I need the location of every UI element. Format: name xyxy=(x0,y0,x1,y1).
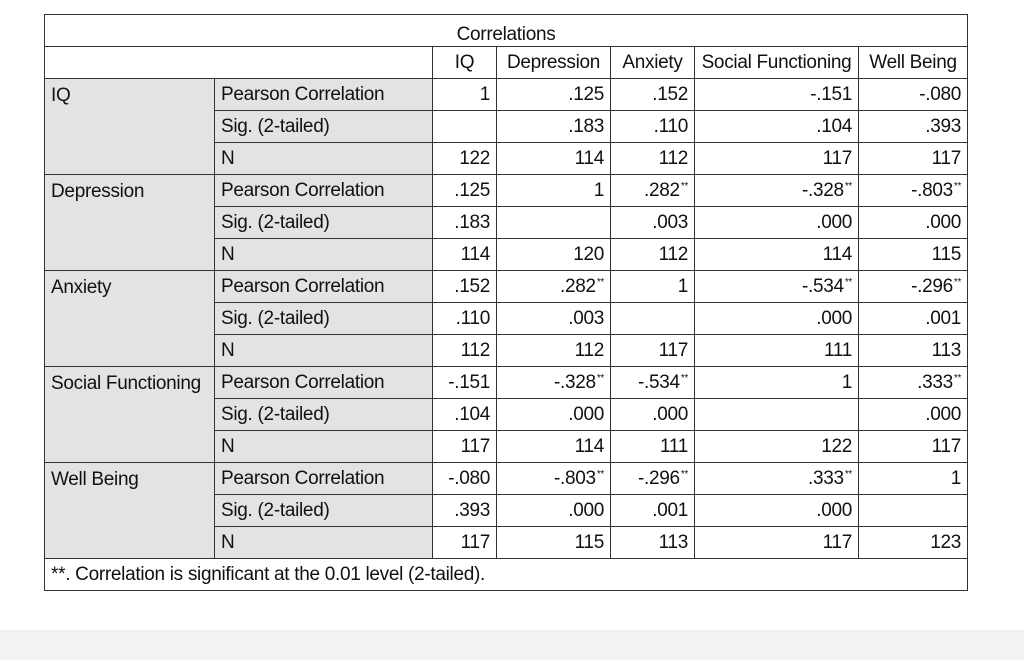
significance-marker: ** xyxy=(596,276,604,288)
column-header: Anxiety xyxy=(611,47,695,79)
cell-value: .000 xyxy=(568,403,604,425)
table-cell xyxy=(611,335,695,367)
cell-value: .110 xyxy=(653,115,688,137)
table-cell xyxy=(497,527,611,559)
table-cell xyxy=(497,335,611,367)
cell-value: .152 xyxy=(454,275,490,297)
cell-value: 1 xyxy=(479,83,490,105)
cell-value: .104 xyxy=(454,403,490,425)
cell-value: 112 xyxy=(658,147,688,169)
table-cell xyxy=(859,239,968,271)
table-cell xyxy=(433,495,497,527)
cell-value: .333 xyxy=(808,467,844,489)
cell-value: 123 xyxy=(930,531,962,553)
cell-value: .000 xyxy=(652,403,688,425)
cell-value: .000 xyxy=(816,211,852,233)
table-cell xyxy=(497,79,611,111)
cell-value: -.803 xyxy=(911,179,953,201)
row-variable-label: Depression xyxy=(45,175,215,271)
table-cell xyxy=(611,79,695,111)
cell-value: .001 xyxy=(652,499,688,521)
cell-value: -.328 xyxy=(554,371,596,393)
cell-value: .125 xyxy=(568,83,604,105)
table-cell xyxy=(433,207,497,239)
column-header-row xyxy=(45,47,968,79)
table-cell xyxy=(497,207,611,239)
cell-value: 114 xyxy=(460,243,490,265)
table-row xyxy=(45,175,968,207)
significance-marker: ** xyxy=(844,468,852,480)
row-stat-label: Pearson Correlation xyxy=(215,367,433,399)
significance-marker: ** xyxy=(596,468,604,480)
table-cell xyxy=(611,111,695,143)
table-cell xyxy=(859,271,968,303)
cell-value: 1 xyxy=(593,179,604,201)
table-cell xyxy=(859,79,968,111)
column-header: Social Functioning xyxy=(695,47,859,79)
table-cell xyxy=(695,463,859,495)
cell-value: 122 xyxy=(821,435,852,457)
cell-value: 115 xyxy=(931,243,962,265)
table-cell xyxy=(611,271,695,303)
cell-value: .110 xyxy=(455,307,490,329)
significance-marker: ** xyxy=(844,180,852,192)
table-cell xyxy=(497,463,611,495)
cell-value: 117 xyxy=(931,435,962,457)
table-cell xyxy=(433,367,497,399)
table-cell xyxy=(695,271,859,303)
table-cell xyxy=(695,111,859,143)
table-cell xyxy=(695,207,859,239)
table-cell xyxy=(433,111,497,143)
cell-value: 1 xyxy=(841,371,852,393)
table-cell xyxy=(695,399,859,431)
table-cell xyxy=(859,527,968,559)
cell-value: 120 xyxy=(573,243,604,265)
table-cell xyxy=(433,303,497,335)
table-cell xyxy=(859,111,968,143)
table-cell xyxy=(695,431,859,463)
table-cell xyxy=(497,143,611,175)
table-cell xyxy=(611,207,695,239)
row-stat-label: N xyxy=(215,431,433,463)
cell-value: .393 xyxy=(454,499,490,521)
table-row xyxy=(45,79,968,111)
cell-value: -.296 xyxy=(638,467,680,489)
significance-marker: ** xyxy=(680,180,688,192)
cell-value: .104 xyxy=(816,115,852,137)
cell-value: .183 xyxy=(568,115,604,137)
cell-value: 113 xyxy=(931,339,962,361)
table-cell xyxy=(611,527,695,559)
correlations-table xyxy=(44,14,968,591)
table-cell xyxy=(497,175,611,207)
significance-marker: ** xyxy=(596,372,604,384)
row-stat-label: Sig. (2-tailed) xyxy=(215,207,433,239)
footnote-row xyxy=(45,559,968,591)
cell-value: .000 xyxy=(816,307,852,329)
significance-marker: ** xyxy=(680,468,688,480)
cell-value: .393 xyxy=(925,115,962,137)
table-cell xyxy=(859,399,968,431)
significance-marker: ** xyxy=(953,276,962,288)
table-cell xyxy=(611,431,695,463)
cell-value: .000 xyxy=(568,499,604,521)
row-stat-label: Pearson Correlation xyxy=(215,175,433,207)
cell-value: 113 xyxy=(658,531,688,553)
table-cell xyxy=(695,527,859,559)
table-cell xyxy=(859,367,968,399)
row-stat-label: N xyxy=(215,239,433,271)
significance-marker: ** xyxy=(680,372,688,384)
row-stat-label: Pearson Correlation xyxy=(215,463,433,495)
row-stat-label: Pearson Correlation xyxy=(215,271,433,303)
table-cell xyxy=(497,431,611,463)
cell-value: 117 xyxy=(822,147,852,169)
table-cell xyxy=(859,143,968,175)
table-cell xyxy=(433,175,497,207)
significance-marker: ** xyxy=(953,180,962,192)
cell-value: 117 xyxy=(822,531,852,553)
table-cell xyxy=(497,239,611,271)
row-stat-label: N xyxy=(215,143,433,175)
table-cell xyxy=(859,431,968,463)
cell-value: .333 xyxy=(917,371,953,393)
table-cell xyxy=(695,303,859,335)
table-cell xyxy=(859,463,968,495)
table-cell xyxy=(433,463,497,495)
row-variable-label: Social Functioning xyxy=(45,367,215,463)
cell-value: .000 xyxy=(925,403,962,425)
table-cell xyxy=(695,335,859,367)
table-cell xyxy=(695,239,859,271)
cell-value: .001 xyxy=(925,307,962,329)
row-stat-label: N xyxy=(215,335,433,367)
table-cell xyxy=(859,175,968,207)
cell-value: -.534 xyxy=(802,275,844,297)
row-variable-label: Well Being xyxy=(45,463,215,559)
table-cell xyxy=(433,399,497,431)
cell-value: 117 xyxy=(460,435,490,457)
column-header: Depression xyxy=(497,47,611,79)
row-variable-label: Anxiety xyxy=(45,271,215,367)
table-cell xyxy=(695,143,859,175)
row-stat-label: Pearson Correlation xyxy=(215,79,433,111)
cell-value: 1 xyxy=(950,467,962,489)
cell-value: 111 xyxy=(660,435,688,457)
table-cell xyxy=(433,143,497,175)
table-cell xyxy=(433,431,497,463)
cell-value: -.534 xyxy=(638,371,680,393)
table-cell xyxy=(611,303,695,335)
title-row xyxy=(45,15,968,47)
table-cell xyxy=(611,175,695,207)
table-cell xyxy=(497,367,611,399)
cell-value: 117 xyxy=(931,147,962,169)
table-cell xyxy=(497,495,611,527)
table-cell xyxy=(497,271,611,303)
table-row xyxy=(45,271,968,303)
table-cell xyxy=(611,463,695,495)
table-cell xyxy=(611,495,695,527)
table-cell xyxy=(859,303,968,335)
cell-value: .125 xyxy=(454,179,490,201)
significance-marker: ** xyxy=(953,372,962,384)
table-title: Correlations xyxy=(45,15,968,47)
cell-value: -.151 xyxy=(448,371,490,393)
column-header: IQ xyxy=(433,47,497,79)
column-header: Well Being xyxy=(859,47,968,79)
table-cell xyxy=(611,143,695,175)
cell-value: 114 xyxy=(574,435,604,457)
bottom-strip xyxy=(0,630,1024,660)
significance-marker: ** xyxy=(844,276,852,288)
cell-value: .003 xyxy=(652,211,688,233)
footnote: **. Correlation is significant at the 0.01 level (2-tailed). xyxy=(45,559,968,591)
cell-value: -.803 xyxy=(554,467,596,489)
table-cell xyxy=(611,399,695,431)
cell-value: 115 xyxy=(574,531,604,553)
cell-value: -.328 xyxy=(802,179,844,201)
table-cell xyxy=(695,495,859,527)
cell-value: 117 xyxy=(460,531,490,553)
table-cell xyxy=(695,367,859,399)
row-stat-label: Sig. (2-tailed) xyxy=(215,303,433,335)
cell-value: 117 xyxy=(658,339,688,361)
table-cell xyxy=(859,335,968,367)
cell-value: .152 xyxy=(652,83,688,105)
cell-value: -.296 xyxy=(911,275,953,297)
table-cell xyxy=(433,79,497,111)
cell-value: .000 xyxy=(816,499,852,521)
table-cell xyxy=(859,495,968,527)
cell-value: 1 xyxy=(677,275,688,297)
cell-value: .003 xyxy=(568,307,604,329)
row-variable-label: IQ xyxy=(45,79,215,175)
cell-value: -.080 xyxy=(919,83,962,105)
cell-value: .000 xyxy=(925,211,962,233)
row-stat-label: Sig. (2-tailed) xyxy=(215,111,433,143)
cell-value: .282 xyxy=(560,275,596,297)
cell-value: .183 xyxy=(454,211,490,233)
table-cell xyxy=(695,79,859,111)
cell-value: 112 xyxy=(460,339,490,361)
cell-value: -.151 xyxy=(810,83,852,105)
cell-value: 112 xyxy=(658,243,688,265)
table-cell xyxy=(433,271,497,303)
table-cell xyxy=(497,303,611,335)
header-corner xyxy=(45,47,433,79)
table-cell xyxy=(497,399,611,431)
cell-value: 111 xyxy=(824,339,852,361)
cell-value: -.080 xyxy=(448,467,490,489)
cell-value: 112 xyxy=(574,339,604,361)
table-cell xyxy=(611,239,695,271)
table-cell xyxy=(433,335,497,367)
table-cell xyxy=(611,367,695,399)
table-cell xyxy=(497,111,611,143)
table-row xyxy=(45,367,968,399)
cell-value: 114 xyxy=(822,243,852,265)
table-cell xyxy=(433,527,497,559)
row-stat-label: Sig. (2-tailed) xyxy=(215,495,433,527)
table-cell xyxy=(859,207,968,239)
table-cell xyxy=(695,175,859,207)
cell-value: 114 xyxy=(574,147,604,169)
cell-value: 122 xyxy=(459,147,490,169)
cell-value: .282 xyxy=(644,179,680,201)
row-stat-label: N xyxy=(215,527,433,559)
row-stat-label: Sig. (2-tailed) xyxy=(215,399,433,431)
table-cell xyxy=(433,239,497,271)
table-row xyxy=(45,463,968,495)
